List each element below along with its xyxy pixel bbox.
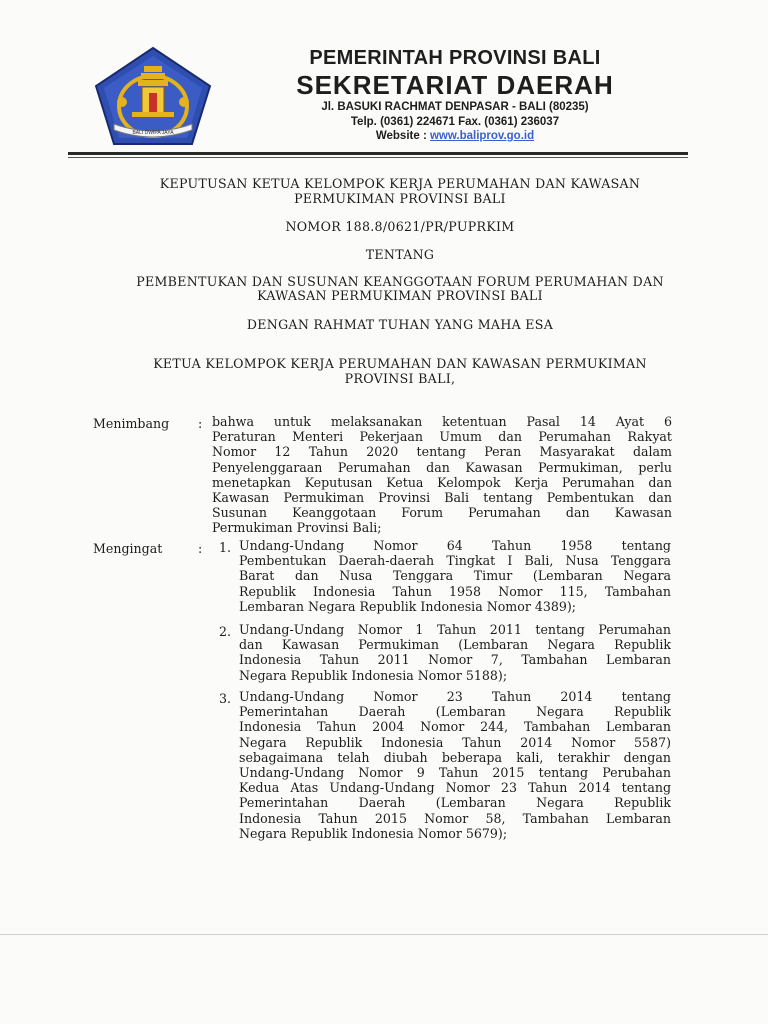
paragraph-line: Undang-Undang Nomor 1 Tahun 2011 tentang Perumahan	[239, 622, 671, 637]
mengingat-label: Mengingat	[93, 541, 163, 556]
paragraph-line: Pemerintahan Daerah (Lembaran Negara Republik	[239, 795, 671, 811]
menimbang-label: Menimbang	[93, 416, 170, 431]
decree-number: NOMOR 188.8/0621/PR/PUPRKIM	[285, 219, 515, 234]
mengingat-item-2	[239, 622, 671, 683]
paragraph-line: Peraturan Menteri Pekerjaan Umum dan Perumahan Rakyat	[212, 429, 672, 445]
paragraph-line: Undang-Undang Nomor 9 Tahun 2015 tentang Perubahan	[239, 765, 671, 781]
paragraph-line: Kedua Atas Undang-Undang Nomor 23 Tahun 2014 tentang	[239, 780, 671, 796]
mengingat-item-number: 1.	[219, 540, 232, 555]
paragraph-line: Indonesia Tahun 2004 Nomor 244, Tambahan Lembaran	[239, 719, 671, 735]
letterhead-divider-thin	[68, 157, 688, 158]
paragraph-line: Pembentukan Daerah-daerah Tingkat I Bali, Nusa Tenggara	[239, 553, 671, 569]
paragraph-line: sebagaimana telah diubah beberapa kali, terakhir dengan	[239, 749, 671, 765]
decree-title-line1: KEPUTUSAN KETUA KELOMPOK KERJA PERUMAHAN DAN KAWASAN	[159, 176, 641, 191]
paragraph-line: Undang-Undang Nomor 23 Tahun 2014 tentang	[239, 689, 671, 704]
menimbang-colon: :	[198, 416, 203, 431]
letterhead-website	[220, 129, 690, 143]
letterhead-address: Jl. BASUKI RACHMAT DENPASAR - BALI (80235)	[321, 101, 589, 113]
paragraph-line: Republik Indonesia Tahun 1958 Nomor 115, Tambahan	[239, 583, 671, 599]
decree-subject-line2: KAWASAN PERMUKIMAN PROVINSI BALI	[257, 288, 543, 303]
paragraph-line: Negara Republik Indonesia Tahun 2014 Nomor 5587)	[239, 734, 671, 750]
letterhead	[220, 46, 690, 143]
decree-about: TENTANG	[365, 247, 435, 262]
decree-title-line2: PERMUKIMAN PROVINSI BALI	[294, 191, 506, 206]
bali-province-emblem-icon	[92, 46, 214, 146]
mengingat-item-3	[239, 689, 671, 841]
paragraph-line: Lembaran Negara Republik Indonesia Nomor 4389);	[239, 598, 577, 614]
paragraph-line: Permukiman Provinsi Bali;	[212, 520, 382, 536]
paragraph-line: menetapkan Keputusan Ketua Kelompok Kerja Perumahan dan	[212, 474, 672, 490]
paragraph-line: bahwa untuk melaksanakan ketentuan Pasal 14 Ayat 6	[212, 414, 672, 429]
decree-authority-line2: PROVINSI BALI,	[344, 371, 456, 386]
website-label: Website :	[375, 130, 427, 142]
mengingat-colon: :	[198, 541, 203, 556]
menimbang-paragraph	[212, 414, 672, 536]
mengingat-item-1	[239, 538, 671, 614]
scan-edge	[0, 934, 768, 935]
paragraph-line: Susunan Keanggotaan Forum Perumahan dan Kawasan	[212, 505, 672, 521]
letterhead-government: PEMERINTAH PROVINSI BALI	[309, 47, 601, 69]
paragraph-line: Nomor 12 Tahun 2020 tentang Peran Masyarakat dalam	[212, 444, 672, 460]
paragraph-line: Indonesia Tahun 2011 Nomor 7, Tambahan Lembaran	[239, 652, 671, 668]
paragraph-line: Negara Republik Indonesia Nomor 5188);	[239, 667, 508, 683]
paragraph-line: dan Kawasan Permukiman (Lembaran Negara Republik	[239, 637, 671, 653]
paragraph-line: Undang-Undang Nomor 64 Tahun 1958 tentang	[239, 538, 671, 553]
decree-subject-line1: PEMBENTUKAN DAN SUSUNAN KEANGGOTAAN FORUM PERUMAHAN DAN	[136, 274, 664, 289]
letterhead-divider	[68, 152, 688, 155]
letterhead-secretariat: SEKRETARIAT DAERAH	[296, 70, 614, 100]
letterhead-phone: Telp. (0361) 224671 Fax. (0361) 236037	[350, 116, 560, 128]
decree-authority-line1: KETUA KELOMPOK KERJA PERUMAHAN DAN KAWASAN PERMUKIMAN	[153, 356, 647, 371]
paragraph-line: Barat dan Nusa Tenggara Timur (Lembaran Negara	[239, 568, 671, 584]
logo-ribbon: BALI DWIPA JAYA	[132, 130, 174, 136]
paragraph-line: Penyelenggaraan Perumahan dan Kawasan Permukiman, perlu	[212, 459, 672, 475]
decree-blessing: DENGAN RAHMAT TUHAN YANG MAHA ESA	[246, 317, 554, 332]
paragraph-line: Pemerintahan Daerah (Lembaran Negara Republik	[239, 704, 671, 720]
paragraph-line: Indonesia Tahun 2015 Nomor 58, Tambahan Lembaran	[239, 810, 671, 826]
mengingat-item-number: 2.	[219, 624, 232, 639]
paragraph-line: Kawasan Permukiman Provinsi Bali tentang Pembentukan dan	[212, 490, 672, 506]
mengingat-item-number: 3.	[219, 691, 232, 706]
paragraph-line: Negara Republik Indonesia Nomor 5679);	[239, 825, 508, 841]
website-link[interactable]: www.baliprov.go.id	[429, 130, 535, 142]
